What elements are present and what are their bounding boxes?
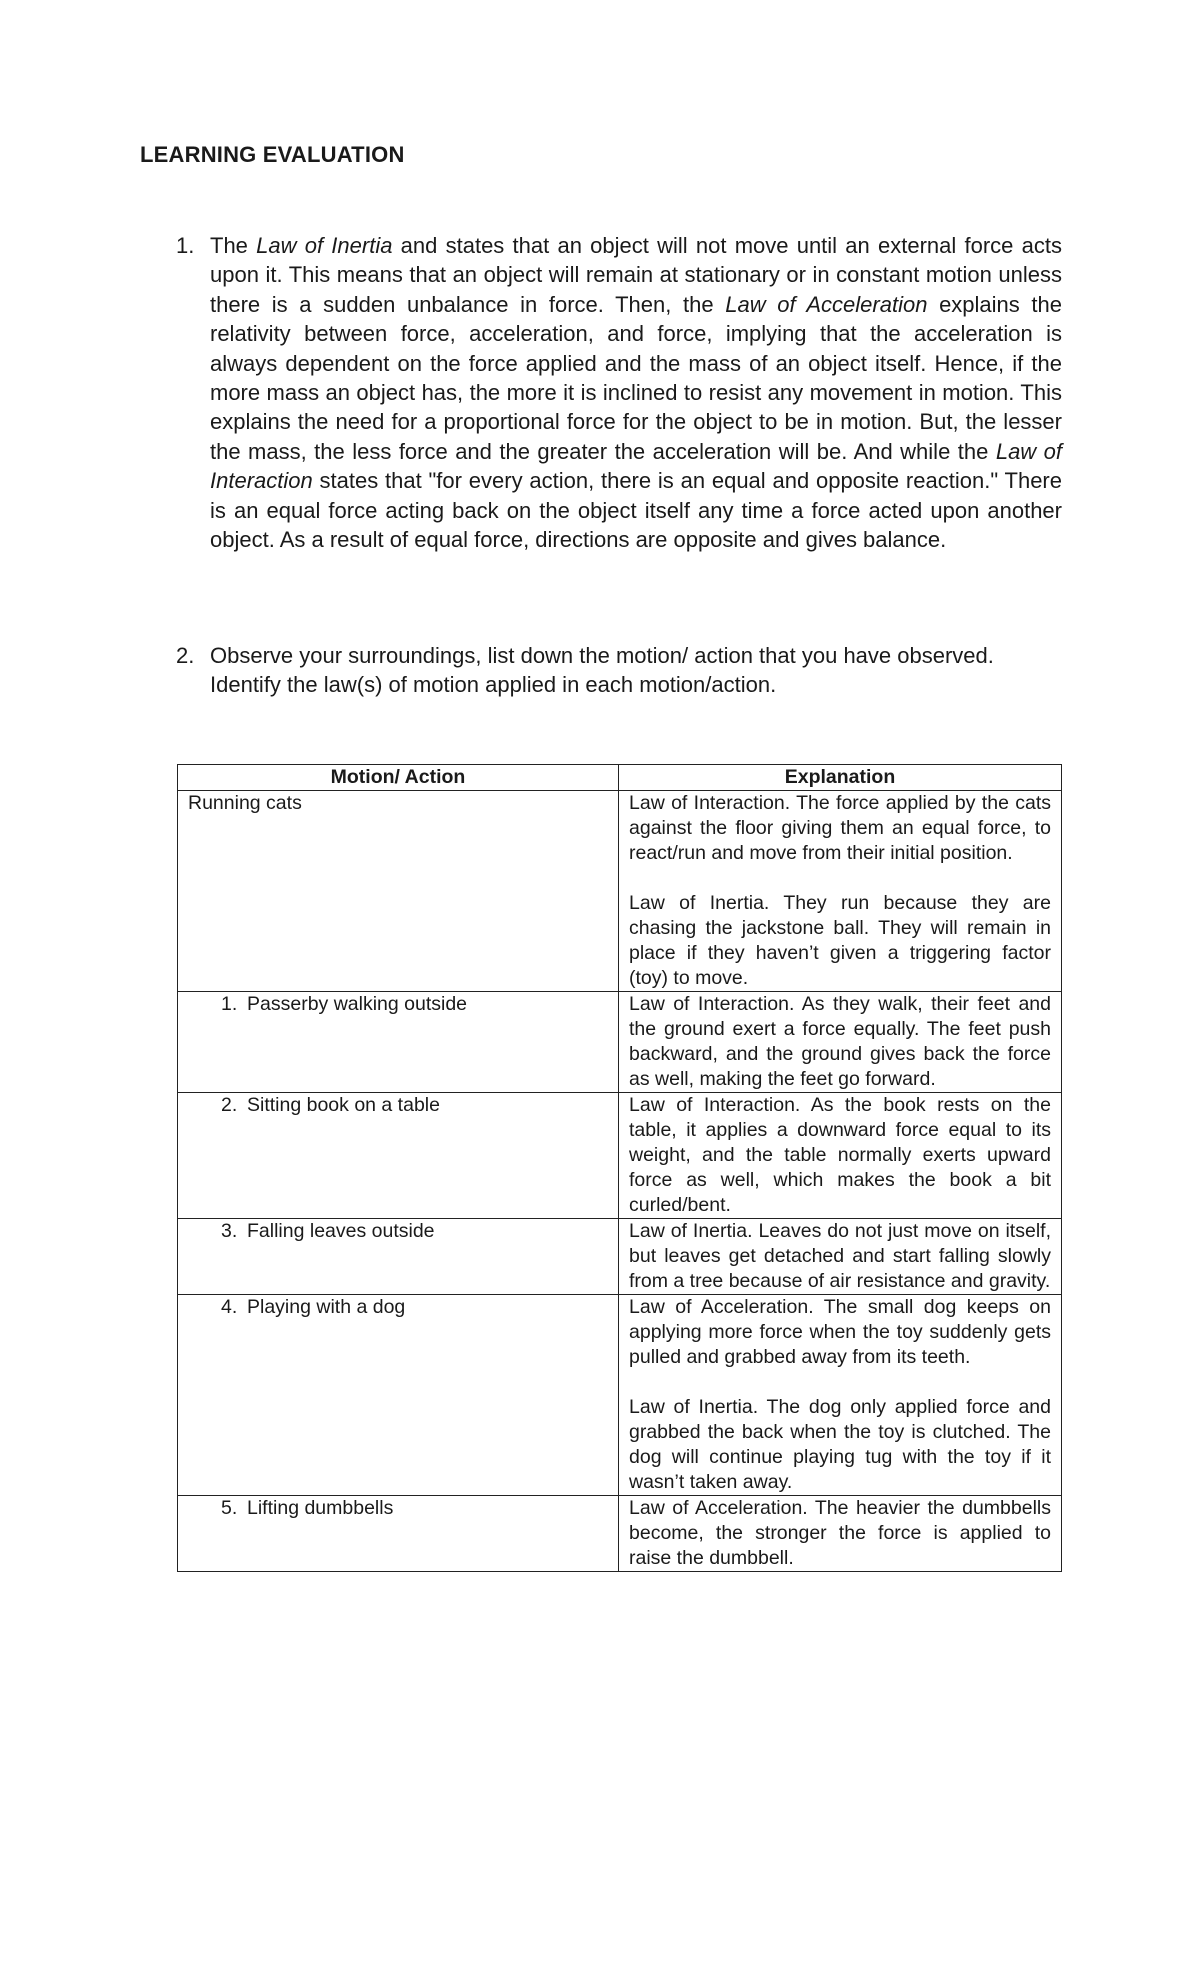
action-number: 5.	[221, 1497, 238, 1519]
table-row	[178, 1295, 1062, 1496]
question-2-number: 2.	[176, 643, 195, 668]
action-label: Falling leaves outside	[247, 1220, 435, 1242]
answer-text: states that "for every action, there is an equal and opposite reaction." There is an equal force acting back on the object itself any time a force acted upon another object. As a result of equal force, directions are opposite and gives balance.	[210, 468, 1062, 553]
question-1-number: 1.	[176, 233, 195, 258]
action-cell	[178, 1093, 619, 1219]
action-label: Passerby walking outside	[247, 993, 468, 1015]
answer-text: explains the relativity between force, acceleration, and force, implying that the acceleration is always dependent on the force applied and the mass of an object itself. Hence, if the more mass an object has, the more it is inclined to resist any movement in motion. This explains the need for a proportional force for the object to be in motion. But, the lesser the mass, the less force and the greater the acceleration will be. And while the	[210, 291, 1062, 464]
answer-text: The	[210, 233, 257, 258]
table-row	[178, 992, 1062, 1093]
law-of-interaction-term: Law of Interaction	[210, 438, 1062, 494]
action-number: 1.	[221, 993, 238, 1015]
action-label: Playing with a dog	[247, 1296, 406, 1318]
law-of-inertia-term: Law of Inertia	[256, 233, 393, 258]
table-row	[178, 1496, 1062, 1572]
explanation-paragraph: Law of Interaction. As the book rests on the table, it applies a downward force equal to its weight, and the table normally exerts upward force as well, which makes the book a bit curled/bent.	[629, 1094, 1051, 1216]
action-number: 4.	[221, 1296, 238, 1318]
explanation-paragraph: Law of Acceleration. The small dog keeps on applying more force when the toy suddenly gets pulled and grabbed away from its teeth.	[629, 1296, 1051, 1368]
explanation-paragraph: Law of Interaction. The force applied by the cats against the floor giving them an equal force, to react/run and move from their initial position.	[629, 792, 1051, 864]
explanation-cell	[619, 1496, 1062, 1572]
law-of-acceleration-term: Law of Acceleration	[725, 291, 928, 317]
answer-text: and states that an object will not move until an external force acts upon it. This means that an object will remain at stationary or in constant motion unless there is a sudden unbalance in force. Then, the	[210, 233, 1062, 317]
explanation-paragraph: Law of Inertia. Leaves do not just move on itself, but leaves get detached and start falling slowly from a tree because of air resistance and gravity.	[629, 1220, 1051, 1292]
explanation-cell	[619, 1295, 1062, 1496]
page-title: LEARNING EVALUATION	[140, 142, 405, 167]
table-row	[178, 1093, 1062, 1219]
action-cell	[178, 1295, 619, 1496]
question-2	[140, 641, 1062, 711]
explanation-paragraph: Law of Inertia. They run because they are chasing the jackstone ball. They will remain in place if they haven’t given a triggering factor (toy) to move.	[629, 892, 1051, 989]
action-number: 2.	[221, 1094, 238, 1116]
table-row	[178, 1219, 1062, 1295]
question-1	[140, 231, 1062, 591]
question-2-text: Observe your surroundings, list down the motion/ action that you have observed. Identify the law(s) of motion applied in each motion/action.	[210, 643, 994, 698]
action-number: 3.	[221, 1220, 238, 1242]
action-cell	[178, 992, 619, 1093]
action-label: Lifting dumbbells	[247, 1497, 394, 1519]
table-header-row	[178, 765, 1062, 791]
explanation-cell	[619, 791, 1062, 992]
motion-table	[177, 764, 1062, 1572]
explanation-paragraph: Law of Acceleration. The heavier the dumbbells become, the stronger the force is applied to raise the dumbbell.	[629, 1497, 1051, 1569]
header-motion-action: Motion/ Action	[178, 765, 619, 791]
action-cell	[178, 791, 619, 992]
question-1-answer	[210, 231, 1062, 554]
explanation-cell	[619, 992, 1062, 1093]
explanation-cell	[619, 1093, 1062, 1219]
action-cell	[178, 1496, 619, 1572]
explanation-paragraph: Law of Interaction. As they walk, their feet and the ground exert a force equally. The feet push backward, and the ground gives back the force as well, making the feet go forward.	[629, 993, 1051, 1090]
explanation-paragraph: Law of Inertia. The dog only applied force and grabbed the back when the toy is clutched. The dog will continue playing tug with the toy if it wasn’t taken away.	[629, 1396, 1051, 1493]
action-cell	[178, 1219, 619, 1295]
action-label: Sitting book on a table	[247, 1094, 440, 1116]
explanation-cell	[619, 1219, 1062, 1295]
action-label: Running cats	[188, 792, 302, 814]
header-explanation: Explanation	[619, 765, 1062, 791]
table-row	[178, 791, 1062, 992]
